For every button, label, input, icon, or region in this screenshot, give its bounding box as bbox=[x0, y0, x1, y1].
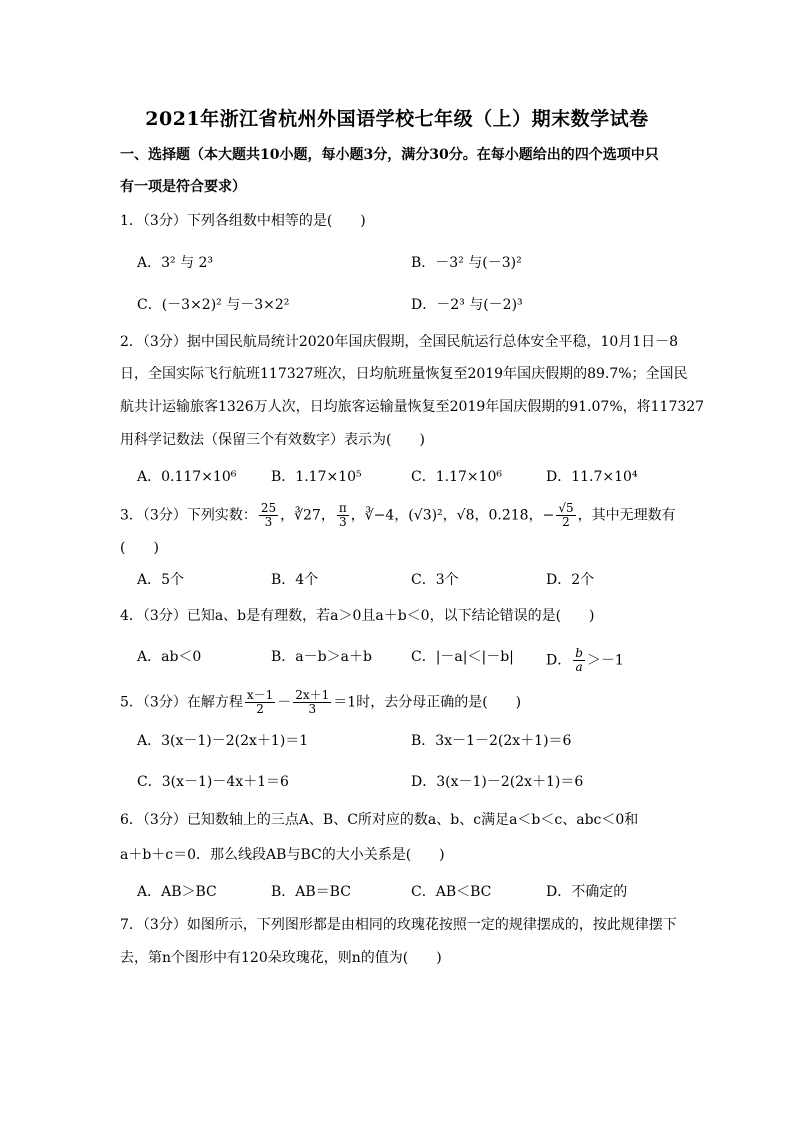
q3-fraction-pi-3: $\frac{\pi}{3}$ bbox=[338, 501, 347, 529]
q6-option-b: B．AB＝BC bbox=[271, 884, 351, 900]
q5-option-d: D．3(x－1)－2(2x＋1)＝6 bbox=[411, 774, 584, 790]
q1-option-a: A．3² 与 2³ bbox=[137, 255, 214, 271]
q2-line3: 航共计运输旅客1326万人次，日均旅客运输量恢复至2019年国庆假期的91.07%，将117327 bbox=[120, 399, 705, 415]
q3-lead: 3．（3分）下列实数： bbox=[120, 507, 257, 524]
q1-option-c: C．(－3×2)² 与－3×2² bbox=[137, 297, 290, 313]
q4-fraction-b-a: $\frac{b}{a}$ bbox=[575, 646, 583, 674]
q4-option-d: D． $\frac{b}{a}$ ＞－1 bbox=[546, 646, 624, 674]
q5-fraction-1: $\frac{x-1}{2}$ bbox=[246, 688, 274, 716]
q6-line2: a＋b＋c＝0．那么线段AB与BC的大小关系是( ) bbox=[120, 847, 445, 863]
q5-option-a: A．3(x－1)－2(2x＋1)＝1 bbox=[137, 733, 309, 749]
q6-option-a: A．AB＞BC bbox=[137, 884, 217, 900]
q3-run2: ，∛−4，(√3)²，√8，0.2̇18̇，− bbox=[350, 507, 555, 524]
q3-option-b: B．4个 bbox=[271, 572, 319, 588]
q2-option-a: A．0.117×10⁶ bbox=[137, 469, 237, 485]
q6-option-c: C．AB＜BC bbox=[411, 884, 492, 900]
q3-option-a: A．5个 bbox=[137, 572, 185, 588]
q2-line4: 用科学记数法（保留三个有效数字）表示为( ) bbox=[120, 432, 425, 448]
page-title: 2021年浙江省杭州外国语学校七年级（上）期末数学试卷 bbox=[145, 108, 649, 130]
q3-option-d: D．2个 bbox=[546, 572, 595, 588]
q5-option-b: B．3x－1－2(2x＋1)＝6 bbox=[411, 733, 572, 749]
q5-fraction-2: $\frac{2x+1}{3}$ bbox=[295, 688, 330, 716]
q4-option-a: A．ab＜0 bbox=[137, 649, 202, 665]
q1-stem: 1．（3分）下列各组数中相等的是( ) bbox=[120, 213, 366, 229]
q2-option-c: C．1.17×10⁶ bbox=[411, 469, 503, 485]
q7-line2: 去，第n个图形中有120朵玫瑰花，则n的值为( ) bbox=[120, 950, 442, 966]
q3-line2: ( ) bbox=[120, 540, 159, 556]
q2-line2: 日，全国实际飞行航班117327班次，日均航班量恢复至2019年国庆假期的89.7%；全国民 bbox=[120, 366, 688, 382]
q5-option-c: C．3(x－1)－4x＋1＝6 bbox=[137, 774, 289, 790]
q3-fraction-sqrt5-2: $\frac{√5}{2}$ bbox=[558, 501, 574, 529]
q2-option-b: B．1.17×10⁵ bbox=[271, 469, 362, 485]
q3-run1: ，∛27， bbox=[280, 507, 335, 524]
q4-option-b: B．a－b＞a＋b bbox=[271, 649, 372, 665]
q2-line1: 2．（3分）据中国民航局统计2020年国庆假期，全国民航运行总体安全平稳，10月1日－8 bbox=[120, 334, 679, 350]
q1-option-d: D．－2³ 与(－2)³ bbox=[411, 297, 523, 313]
q6-option-d: D．不确定的 bbox=[546, 884, 628, 900]
section-heading-line2: 有一项是符合要求） bbox=[120, 179, 246, 195]
q1-option-b: B．－3² 与(－3)² bbox=[411, 255, 522, 271]
q7-line1: 7．（3分）如图所示，下列图形都是由相同的玫瑰花按照一定的规律摆成的，按此规律摆下 bbox=[120, 917, 677, 933]
q4-option-c: C．|－a|＜|－b| bbox=[411, 649, 514, 665]
q4-stem: 4．（3分）已知a、b是有理数，若a＞0且a＋b＜0，以下结论错误的是( ) bbox=[120, 608, 595, 624]
q2-option-d: D．11.7×10⁴ bbox=[546, 469, 638, 485]
q5-stem: 5．（3分）在解方程 $\frac{x-1}{2}$ － $\frac{2x+1}{3}$ ＝1时，去分母正确的是( ) bbox=[120, 688, 522, 716]
q6-line1: 6．（3分）已知数轴上的三点A、B、C所对应的数a、b、c满足a＜b＜c、abc＜0和 bbox=[120, 812, 639, 828]
section-heading-line1: 一、选择题（本大题共10小题，每小题3分，满分30分。在每小题给出的四个选项中只 bbox=[120, 147, 659, 163]
q3-stem bbox=[120, 502, 676, 529]
q3-fraction-25-3: $\frac{25}{3}$ bbox=[260, 501, 277, 529]
q3-tail: ，其中无理数有 bbox=[577, 507, 676, 524]
q3-option-c: C．3个 bbox=[411, 572, 459, 588]
